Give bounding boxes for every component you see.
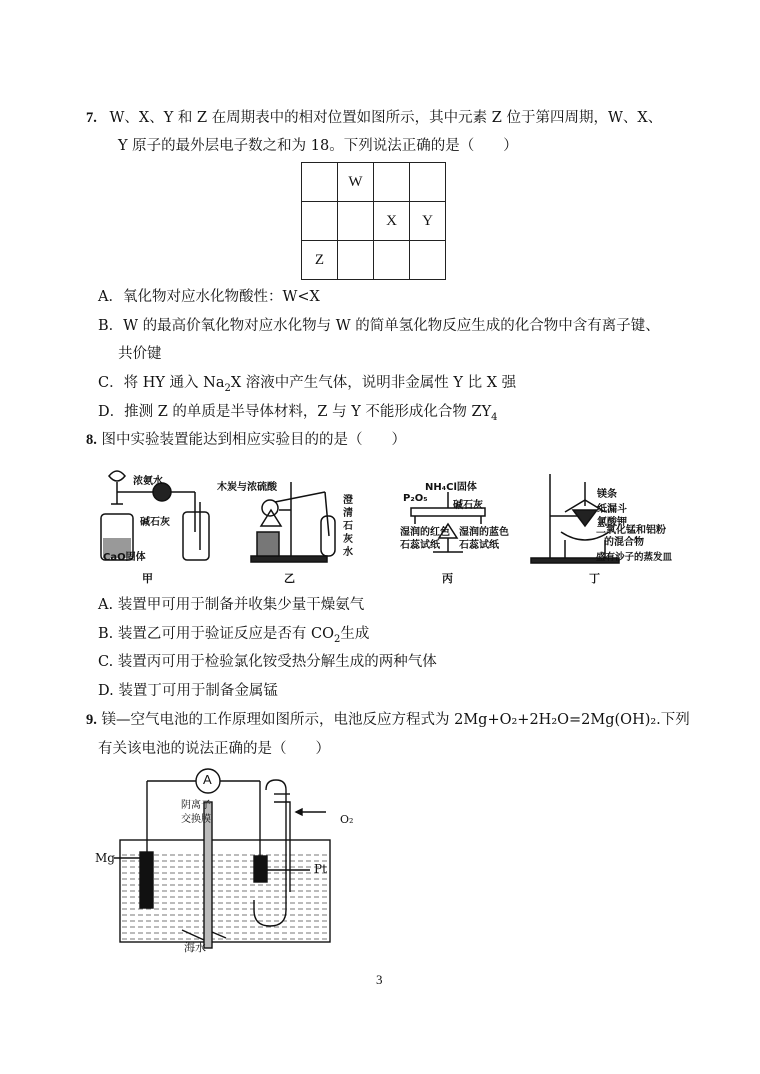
table-cell: Y	[410, 202, 446, 241]
label-limewater-char: 水	[343, 547, 353, 558]
label-blue-litmus-line: 石蕊试纸	[459, 540, 499, 551]
label-red-litmus-line: 湿润的红色	[400, 527, 450, 538]
q7-number: 7.	[86, 110, 97, 126]
mg-electrode	[140, 852, 153, 908]
q9-line1	[86, 710, 690, 730]
q7-line1	[86, 108, 662, 128]
q8-option-b	[98, 624, 369, 650]
q9-stem-line1: 镁—空气电池的工作原理如图所示，电池反应方程式为 2Mg+O₂+2H₂O=2Mg(OH)₂.下列	[101, 712, 690, 728]
label-kclo3: 氯酸钾	[597, 517, 627, 528]
label-p2o5: P₂O₅	[403, 493, 428, 504]
q8-option-c: C. 装置丙可用于检验氯化铵受热分解生成的两种气体	[98, 654, 437, 670]
apparatus-yi	[251, 482, 335, 562]
caption-bing: 丙	[442, 572, 453, 585]
table-cell	[302, 163, 338, 202]
label-reagents-yi: 木炭与浓硫酸	[217, 482, 277, 493]
label-dish: 盛有沙子的蒸发皿	[596, 552, 673, 563]
q7-option-b-line2: 共价键	[118, 346, 162, 362]
pt-electrode	[254, 856, 267, 882]
label-o2: O₂	[340, 813, 354, 826]
subscript: 4	[491, 411, 498, 423]
periodic-table-fragment	[301, 162, 446, 280]
label-soda-lime-jia: 碱石灰	[140, 517, 170, 528]
q7-option-c-text-end: X 溶液中产生气体，说明非金属性 Y 比 X 强	[230, 375, 517, 391]
label-limewater-char: 清	[343, 508, 353, 519]
q7-stem-line2: Y 原子的最外层电子数之和为 18。下列说法正确的是（ ）	[118, 138, 518, 154]
page-number: 3	[376, 972, 383, 987]
q8-option-b-text: B. 装置乙可用于验证反应是否有 CO	[98, 626, 334, 642]
q8-option-a: A. 装置甲可用于制备并收集少量干燥氨气	[98, 597, 365, 613]
table-row	[302, 202, 446, 241]
subscript: 2	[333, 633, 341, 645]
q7-stem-line1: W、X、Y 和 Z 在周期表中的相对位置如图所示，其中元素 Z 位于第四周期，W、X、	[109, 110, 663, 126]
q9-number: 9.	[86, 712, 97, 728]
label-membrane-line: 交换膜	[181, 814, 211, 825]
label-membrane	[181, 799, 211, 827]
label-nh4cl: NH₄Cl固体	[425, 482, 477, 493]
q8-line	[86, 430, 406, 450]
label-soda-lime-bing: 碱石灰	[453, 500, 483, 511]
ammeter-label: A	[203, 772, 212, 787]
q7-option-c	[98, 373, 516, 399]
q7-option-d-text: D．推测 Z 的单质是半导体材料，Z 与 Y 不能形成化合物 ZY	[98, 404, 492, 420]
table-row	[302, 163, 446, 202]
label-limewater-char: 澄	[343, 495, 353, 506]
q8-stem: 图中实验装置能达到相应实验目的的是（ ）	[101, 432, 406, 448]
label-mix	[596, 525, 666, 549]
q8-option-b-text-end: 生成	[340, 626, 370, 642]
caption-yi: 乙	[284, 572, 295, 585]
q7-option-a: A．氧化物对应水化物酸性：W<X	[98, 289, 320, 305]
label-mg: Mg	[95, 851, 115, 865]
q7-option-c-text: C．将 HY 通入 Na	[98, 375, 225, 391]
label-ammonia: 浓氨水	[133, 476, 163, 487]
table-row	[302, 241, 446, 280]
table-cell	[338, 202, 374, 241]
table-cell	[338, 241, 374, 280]
caption-ding: 丁	[589, 572, 600, 585]
subscript: 2	[224, 382, 231, 394]
table-cell	[374, 241, 410, 280]
table-cell: W	[338, 163, 374, 202]
label-mg-strip: 镁条	[597, 489, 617, 500]
battery-figure	[90, 762, 370, 962]
label-seawater: 海水	[184, 941, 206, 954]
label-limewater-char: 灰	[343, 534, 353, 545]
q8-option-d: D. 装置丁可用于制备金属锰	[98, 683, 278, 699]
label-red-litmus	[400, 526, 450, 552]
label-red-litmus-line: 石蕊试纸	[400, 540, 440, 551]
table-cell: Z	[302, 241, 338, 280]
q8-number: 8.	[86, 432, 97, 448]
label-funnel: 纸漏斗	[597, 504, 627, 515]
q7-option-b-line1: B．W 的最高价氧化物对应水化物与 W 的简单氢化物反应生成的化合物中含有离子键、	[98, 318, 660, 334]
table-cell: X	[374, 202, 410, 241]
q9-stem-line2: 有关该电池的说法正确的是（ ）	[98, 741, 330, 757]
label-pt: Pt	[314, 862, 327, 876]
label-blue-litmus-line: 湿润的蓝色	[459, 527, 509, 538]
table-cell	[410, 241, 446, 280]
q7-option-d	[98, 402, 498, 428]
table-cell	[302, 202, 338, 241]
table-cell	[374, 163, 410, 202]
caption-jia: 甲	[142, 572, 153, 585]
table-cell	[410, 163, 446, 202]
label-mix-line: 二氧化锰和铝粉	[596, 525, 666, 536]
label-mix-line: 的混合物	[604, 537, 644, 548]
label-cao: CaO固体	[103, 552, 146, 563]
label-limewater	[343, 494, 355, 559]
label-membrane-line: 阴离子	[181, 800, 211, 811]
label-blue-litmus	[459, 526, 509, 552]
label-limewater-char: 石	[343, 521, 353, 532]
